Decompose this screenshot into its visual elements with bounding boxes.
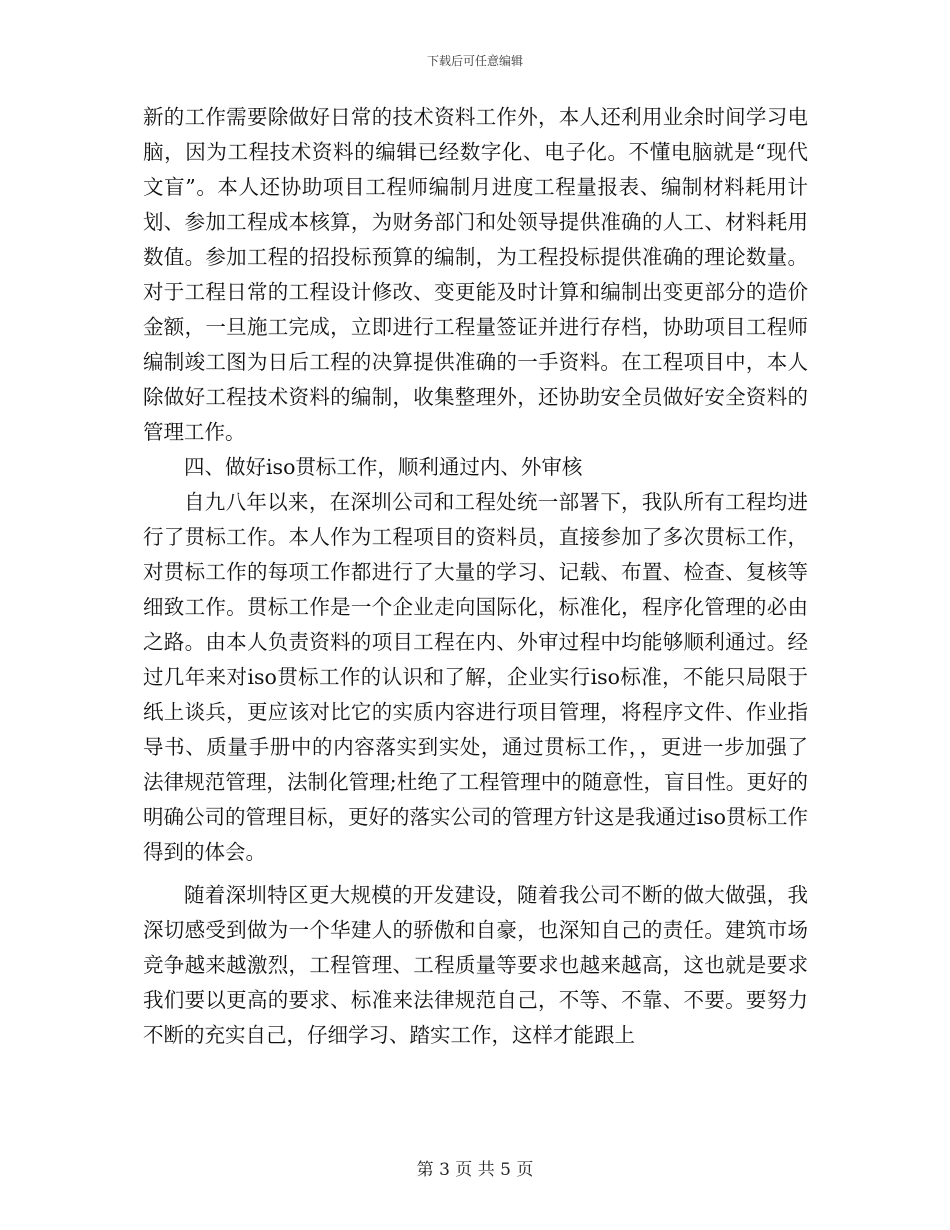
paragraph-closing: 随着深圳特区更大规模的开发建设，随着我公司不断的做大做强，我深切感受到做为一个华建人的骄傲和自豪，也深知自己的责任。建筑市场竞争越来越激烈，工程管理、工程质量等要求也越来越高，这也就是要求我们要以更高的要求、标准来法律规范自己，不等、不靠、不要。要努力不断的充实自己，仔细学习、踏实工作，这样才能跟上	[143, 883, 808, 1047]
section-heading: 四、做好iso贯标工作，顺利通过内、外审核	[184, 455, 583, 479]
page-header: 下载后可任意编辑	[426, 54, 523, 68]
paragraph-continuation: 新的工作需要除做好日常的技术资料工作外，本人还利用业余时间学习电脑，因为工程技术资料的编辑已经数字化、电子化。不懂电脑就是“现代文盲”。本人还协助项目工程师编制月进度工程量报表、编制材料耗用计划、参加工程成本核算，为财务部门和处领导提供准确的人工、材料耗用数值。参加工程的招投标预算的编制，为工程投标提供准确的理论数量。对于工程日常的工程设计修改、变更能及时计算和编制出变更部分的造价金额，一旦施工完成，立即进行工程量签证并进行存档，协助项目工程师编制竣工图为日后工程的决算提供准确的一手资料。在工程项目中，本人除做好工程技术资料的编制，收集整理外，还协助安全员做好安全资料的管理工作。	[143, 105, 808, 444]
page-number: 第 3 页 共 5 页	[416, 1160, 534, 1180]
paragraph-iso: 自九八年以来，在深圳公司和工程处统一部署下，我队所有工程均进行了贯标工作。本人作为工程项目的资料员，直接参加了多次贯标工作，对贯标工作的每项工作都进行了大量的学习、记载、布置、检查、复核等细致工作。贯标工作是一个企业走向国际化，标准化，程序化管理的必由之路。由本人负责资料的项目工程在内、外审过程中均能够顺利通过。经过几年来对iso贯标工作的认识和了解，企业实行iso标准，不能只局限于纸上谈兵，更应该对比它的实质内容进行项目管理，将程序文件、作业指导书、质量手册中的内容落实到实处，通过贯标工作，，更进一步加强了法律规范管理，法制化管理;杜绝了工程管理中的随意性，盲目性。更好的明确公司的管理目标，更好的落实公司的管理方针这是我通过iso贯标工作得到的体会。	[143, 490, 808, 864]
document-body	[143, 100, 808, 1053]
